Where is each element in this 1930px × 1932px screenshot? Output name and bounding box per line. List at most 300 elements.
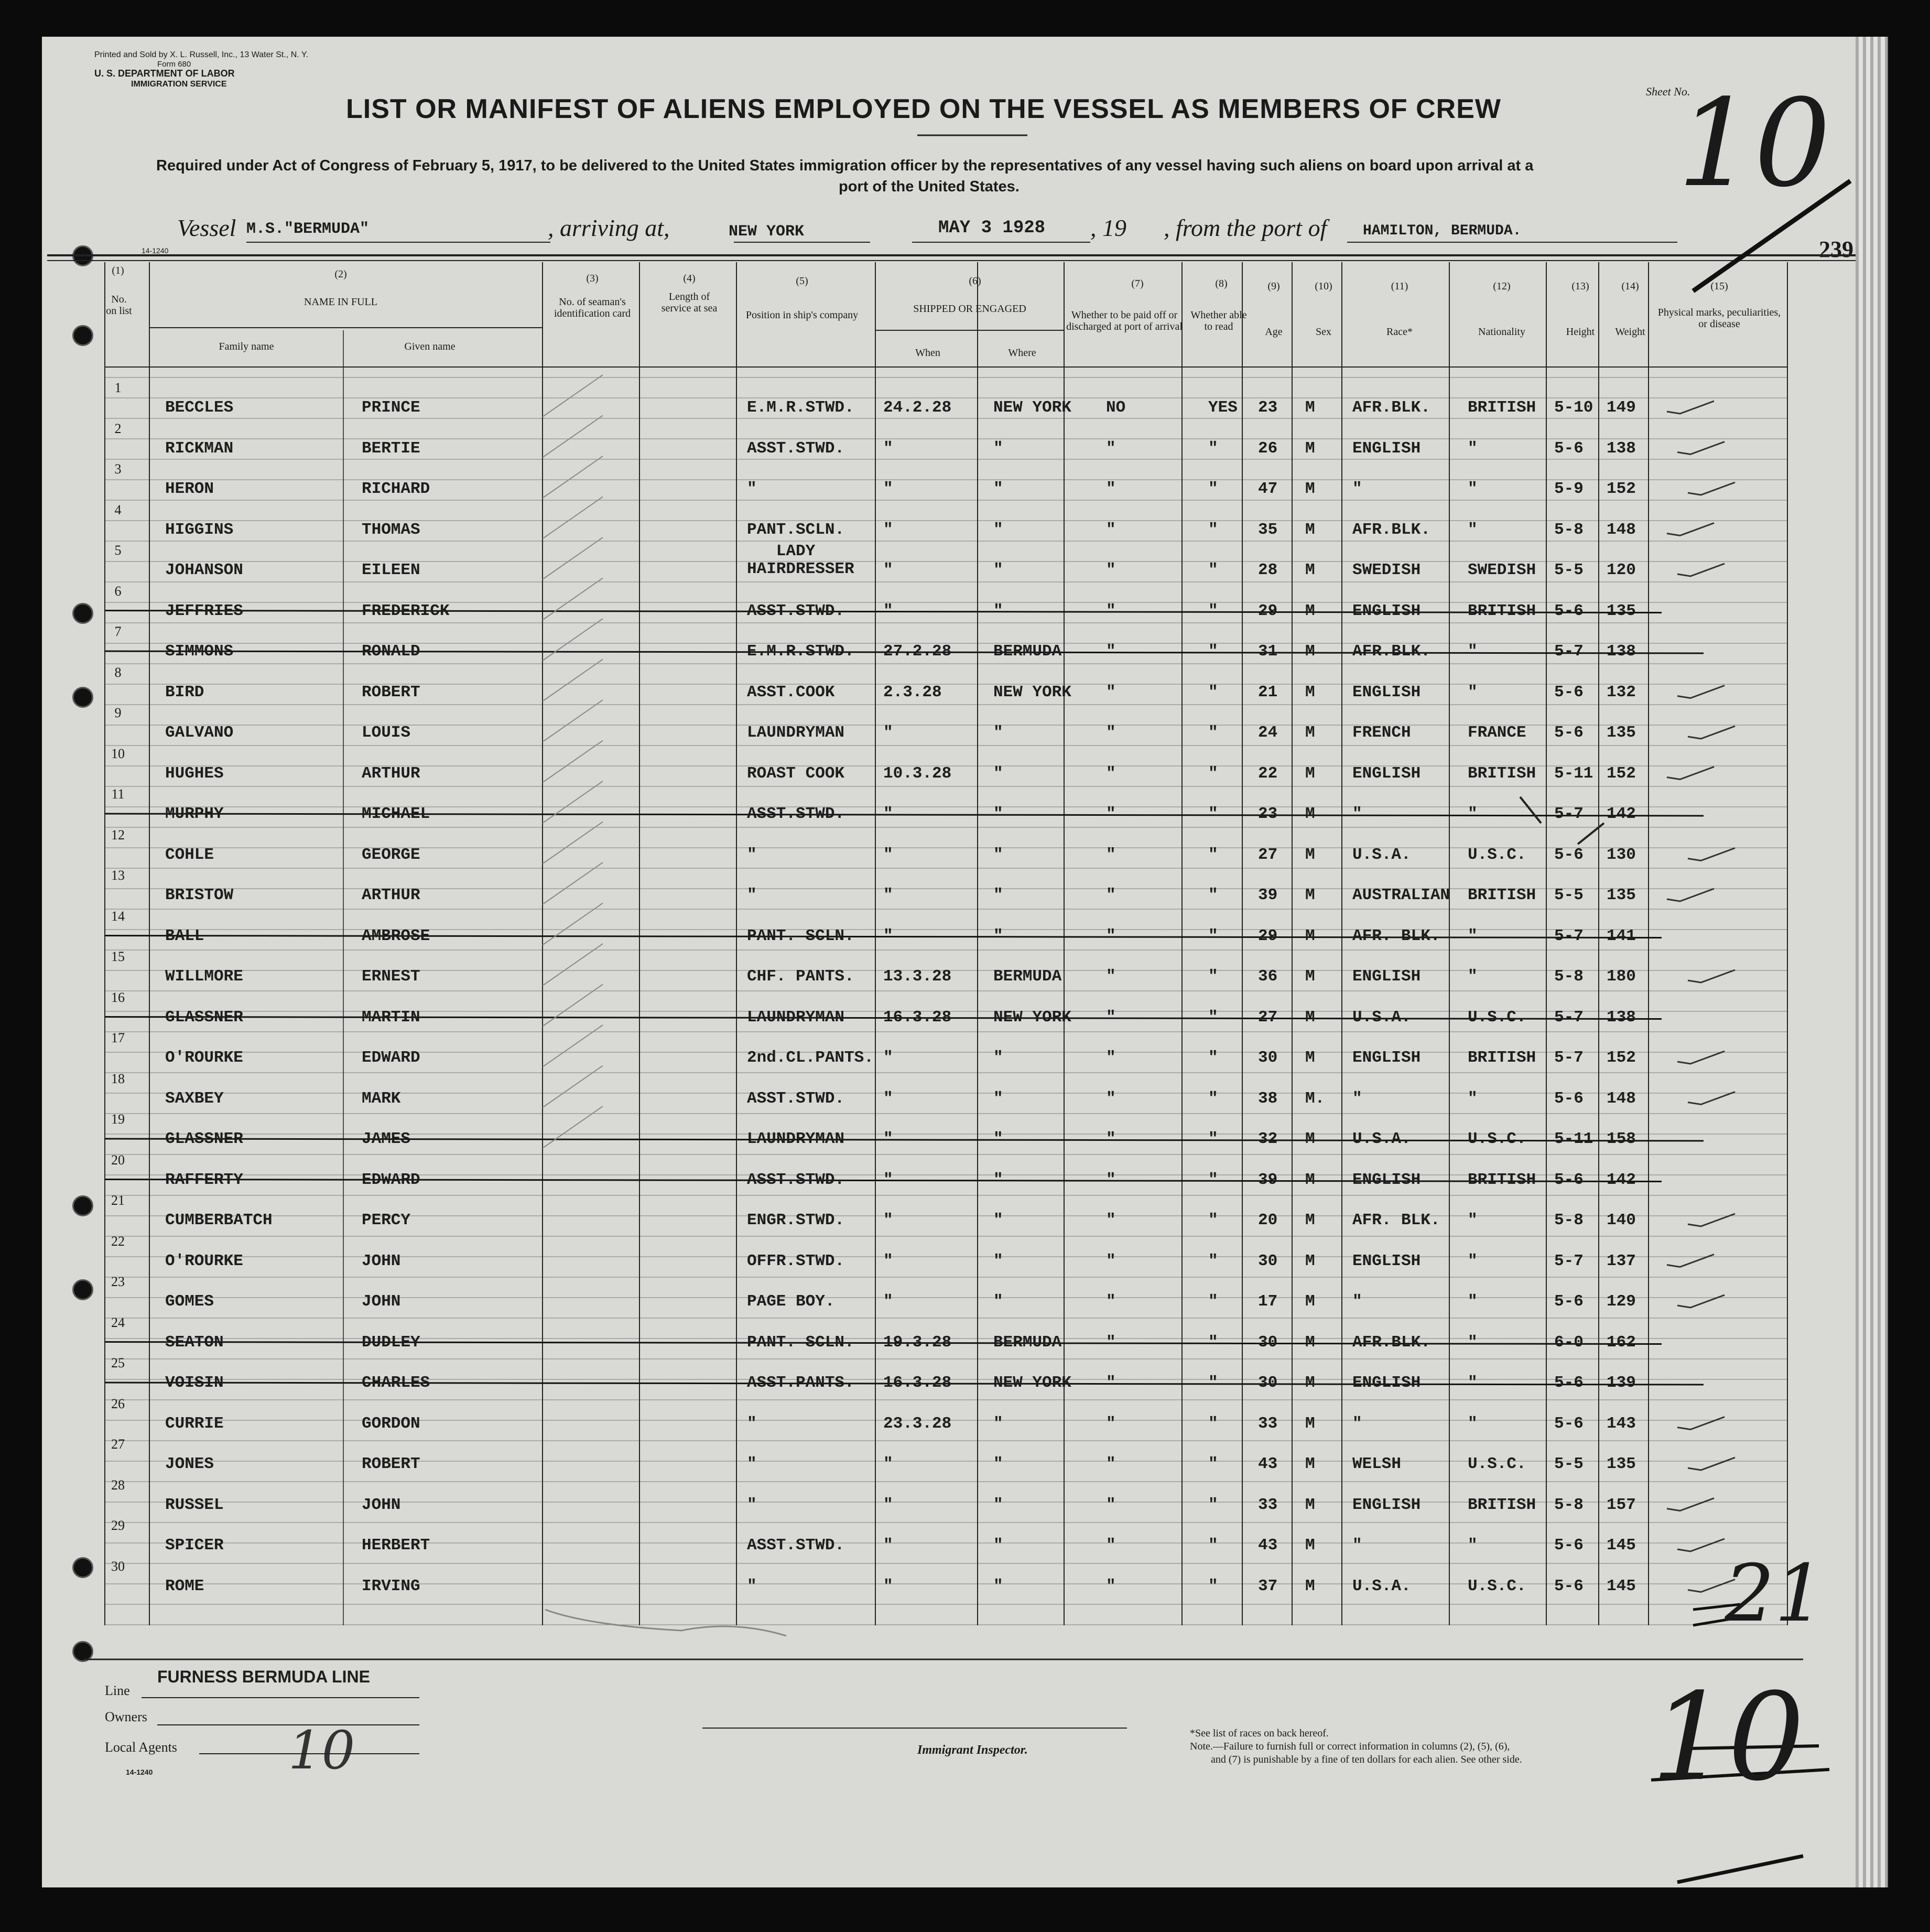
cell-read: "	[1208, 1170, 1218, 1189]
cell-weight: 158	[1607, 1130, 1636, 1148]
cell-family: O'ROURKE	[165, 1049, 243, 1067]
cell-when: "	[883, 1211, 893, 1229]
cell-family: SEATON	[165, 1333, 224, 1352]
cell-nat: "	[1468, 683, 1478, 701]
cell-sex: M	[1305, 520, 1315, 539]
cell-sex: M	[1305, 601, 1315, 620]
cell-when: "	[883, 480, 893, 498]
cell-nat: "	[1468, 439, 1478, 458]
cell-where: "	[993, 764, 1003, 783]
cell-where: "	[993, 1292, 1003, 1311]
row-number: 8	[114, 664, 122, 680]
cell-read: "	[1208, 1211, 1218, 1229]
cell-when: "	[883, 520, 893, 539]
cell-position: LAUNDRYMAN	[747, 724, 845, 742]
cell-given: MARK	[362, 1089, 401, 1108]
cell-paid: "	[1106, 561, 1116, 579]
cell-read: "	[1208, 845, 1218, 864]
row-number: 4	[114, 502, 122, 517]
cell-height: 5-6	[1554, 1577, 1584, 1595]
cell-when: 16.3.28	[883, 1374, 952, 1392]
cell-nat: "	[1468, 642, 1478, 661]
cell-when: "	[883, 1130, 893, 1148]
cell-read: "	[1208, 1495, 1218, 1514]
cell-paid: "	[1106, 642, 1116, 661]
cell-height: 5-7	[1554, 805, 1584, 823]
cell-position: ROAST COOK	[747, 764, 845, 783]
cell-read: "	[1208, 967, 1218, 986]
cell-given: BERTIE	[362, 439, 420, 458]
col-13-label: Height	[1566, 326, 1595, 338]
cell-family: JOHANSON	[165, 561, 243, 579]
cell-sex: M	[1305, 480, 1315, 498]
cell-nat: "	[1468, 1251, 1478, 1270]
cell-when: "	[883, 1495, 893, 1514]
cell-paid: NO	[1106, 398, 1126, 417]
cell-height: 5-7	[1554, 1008, 1584, 1027]
cell-sex: M	[1305, 886, 1315, 904]
cell-family: SIMMONS	[165, 642, 234, 661]
cell-age: 21	[1258, 683, 1278, 701]
col-15-label: Physical marks, peculiarities, or disease	[1657, 307, 1781, 330]
row-number: 23	[111, 1274, 125, 1289]
cell-race: ENGLISH	[1352, 764, 1421, 783]
cell-age: 38	[1258, 1089, 1278, 1108]
cell-race: U.S.A.	[1352, 845, 1411, 864]
cell-position: PANT.SCLN.	[747, 520, 845, 539]
cell-where: "	[993, 1211, 1003, 1229]
col-4-num: (4)	[683, 273, 696, 284]
cell-race: AFR.BLK.	[1352, 398, 1430, 417]
cell-race: AFR. BLK.	[1352, 1211, 1440, 1229]
cell-height: 5-8	[1554, 1495, 1584, 1514]
cell-age: 23	[1258, 805, 1278, 823]
cell-given: EDWARD	[362, 1049, 420, 1067]
cell-height: 5-6	[1554, 1170, 1584, 1189]
col-1-num: (1)	[112, 265, 124, 276]
cell-read: "	[1208, 642, 1218, 661]
cell-read: "	[1208, 1414, 1218, 1433]
printer-credit: Printed and Sold by X. L. Russell, Inc., 13 Water St., N. Y.	[94, 50, 308, 59]
cell-when: 16.3.28	[883, 1008, 952, 1027]
cell-where: NEW YORK	[993, 1374, 1071, 1392]
cell-when: "	[883, 1089, 893, 1108]
cell-age: 33	[1258, 1414, 1278, 1433]
cell-race: ENGLISH	[1352, 1049, 1421, 1067]
row-number: 25	[111, 1355, 125, 1370]
cell-paid: "	[1106, 926, 1116, 945]
cell-sex: M	[1305, 1333, 1315, 1352]
cell-sex: M	[1305, 764, 1315, 783]
cell-nat: "	[1468, 480, 1478, 498]
cell-nat: BRITISH	[1468, 1170, 1536, 1189]
cell-read: "	[1208, 1049, 1218, 1067]
cell-when: 27.2.28	[883, 642, 952, 661]
cell-weight: 142	[1607, 805, 1636, 823]
cell-height: 5-11	[1554, 1130, 1593, 1148]
cell-position: "	[747, 1455, 757, 1473]
col-2-given: Given name	[404, 341, 456, 352]
cell-race: AFR. BLK.	[1352, 926, 1440, 945]
row-number: 18	[111, 1071, 125, 1086]
row-number: 20	[111, 1152, 125, 1168]
cell-position: ASST.STWD.	[747, 805, 845, 823]
cell-age: 39	[1258, 886, 1278, 904]
cell-paid: "	[1106, 480, 1116, 498]
col-7-label: Whether to be paid off or discharged at port of arrival	[1066, 309, 1183, 332]
penalty-note-2: and (7) is punishable by a fine of ten dollars for each alien. See other side.	[1211, 1754, 1522, 1765]
cell-weight: 130	[1607, 845, 1636, 864]
cell-sex: M	[1305, 1130, 1315, 1148]
cell-given: GORDON	[362, 1414, 420, 1433]
cell-nat: U.S.C.	[1468, 845, 1526, 864]
col-2-num: (2)	[334, 268, 347, 280]
cell-read: "	[1208, 1292, 1218, 1311]
cell-given: MARTIN	[362, 1008, 420, 1027]
cell-weight: 138	[1607, 642, 1636, 661]
cell-given: EDWARD	[362, 1170, 420, 1189]
cell-position: PAGE BOY.	[747, 1292, 835, 1311]
cell-position: LADY HAIRDRESSER	[747, 542, 854, 578]
cell-where: "	[993, 724, 1003, 742]
cell-paid: "	[1106, 1455, 1116, 1473]
cell-family: CURRIE	[165, 1414, 224, 1433]
cell-family: O'ROURKE	[165, 1251, 243, 1270]
arriving-port: NEW YORK	[729, 223, 805, 241]
col-12-label: Nationality	[1478, 326, 1525, 338]
cell-when: "	[883, 886, 893, 904]
cell-where: "	[993, 1414, 1003, 1433]
cell-nat: "	[1468, 1292, 1478, 1311]
row-number: 7	[114, 624, 122, 639]
cell-where: BERMUDA	[993, 642, 1062, 661]
cell-age: 29	[1258, 926, 1278, 945]
service-name: IMMIGRATION SERVICE	[131, 80, 227, 89]
cell-position: 2nd.CL.PANTS.	[747, 1049, 874, 1067]
line-label: Line	[105, 1683, 130, 1698]
cell-sex: M	[1305, 683, 1315, 701]
subtitle-line-2: port of the United States.	[839, 178, 1020, 195]
cell-weight: 145	[1607, 1536, 1636, 1555]
col-9-label: Age	[1265, 326, 1283, 338]
cell-sex: M	[1305, 1211, 1315, 1229]
cell-weight: 148	[1607, 1089, 1636, 1108]
cell-family: BALL	[165, 926, 204, 945]
cell-where: BERMUDA	[993, 967, 1062, 986]
row-number: 21	[111, 1193, 125, 1208]
col-3-label: No. of seaman's identification card	[554, 296, 631, 319]
inspector-label: Immigrant Inspector.	[917, 1743, 1028, 1757]
cell-read: "	[1208, 886, 1218, 904]
cell-sex: M	[1305, 1170, 1315, 1189]
cell-when: "	[883, 805, 893, 823]
col-15-num: (15)	[1710, 280, 1728, 292]
cell-sex: M	[1305, 398, 1315, 417]
penalty-note-1: Note.—Failure to furnish full or correct information in columns (2), (5), (6),	[1190, 1741, 1510, 1752]
cell-position: E.M.R.STWD.	[747, 398, 854, 417]
cell-family: VOISIN	[165, 1374, 224, 1392]
cell-read: "	[1208, 1251, 1218, 1270]
cell-position: "	[747, 1495, 757, 1514]
col-4-label: Length of service at sea	[661, 291, 718, 314]
cell-where: "	[993, 926, 1003, 945]
cell-height: 5-6	[1554, 845, 1584, 864]
cell-where: NEW YORK	[993, 398, 1071, 417]
cell-where: NEW YORK	[993, 683, 1071, 701]
col-6-where: Where	[1008, 347, 1036, 359]
cell-when: 13.3.28	[883, 967, 952, 986]
cell-given: CHARLES	[362, 1374, 430, 1392]
cell-position: "	[747, 886, 757, 904]
owners-label: Owners	[105, 1709, 147, 1724]
cell-read: "	[1208, 1577, 1218, 1595]
cell-nat: "	[1468, 520, 1478, 539]
cell-age: 24	[1258, 724, 1278, 742]
cell-race: "	[1352, 1536, 1362, 1555]
cell-where: "	[993, 480, 1003, 498]
row-number: 13	[111, 868, 125, 883]
cell-sex: M	[1305, 724, 1315, 742]
cell-height: 5-7	[1554, 1251, 1584, 1270]
row-number: 22	[111, 1233, 125, 1249]
cell-given: LOUIS	[362, 724, 411, 742]
cell-weight: 143	[1607, 1414, 1636, 1433]
col-11-label: Race*	[1386, 326, 1413, 338]
cell-nat: U.S.C.	[1468, 1455, 1526, 1473]
cell-paid: "	[1106, 439, 1116, 458]
cell-read: "	[1208, 1455, 1218, 1473]
cell-paid: "	[1106, 1211, 1116, 1229]
cell-height: 5-10	[1554, 398, 1593, 417]
row-number: 17	[111, 1030, 125, 1045]
cell-height: 5-9	[1554, 480, 1584, 498]
cell-family: BRISTOW	[165, 886, 234, 904]
cell-age: 26	[1258, 439, 1278, 458]
row-number: 12	[111, 827, 125, 843]
cell-given: ARTHUR	[362, 764, 420, 783]
col-13-num: (13)	[1571, 280, 1589, 292]
cell-weight: 135	[1607, 1455, 1636, 1473]
bottom-handwritten: 10	[1651, 1668, 1805, 1808]
cell-where: "	[993, 601, 1003, 620]
row-number: 9	[114, 705, 122, 720]
cell-position: PANT. SCLN.	[747, 1333, 854, 1352]
cell-given: JOHN	[362, 1495, 401, 1514]
row-number: 14	[111, 908, 125, 924]
cell-weight: 162	[1607, 1333, 1636, 1352]
cell-race: U.S.A.	[1352, 1008, 1411, 1027]
cell-nat: U.S.C.	[1468, 1130, 1526, 1148]
cell-given: GEORGE	[362, 845, 420, 864]
cell-age: 43	[1258, 1536, 1278, 1555]
cell-paid: "	[1106, 805, 1116, 823]
col-12-num: (12)	[1493, 280, 1511, 292]
cell-height: 5-8	[1554, 520, 1584, 539]
cell-race: "	[1352, 1292, 1362, 1311]
col-3-num: (3)	[586, 273, 599, 284]
cell-age: 30	[1258, 1251, 1278, 1270]
col-5-num: (5)	[796, 275, 808, 287]
cell-age: 29	[1258, 601, 1278, 620]
department-name: U. S. DEPARTMENT OF LABOR	[94, 68, 235, 79]
cell-age: 35	[1258, 520, 1278, 539]
cell-sex: M	[1305, 1251, 1315, 1270]
cell-when: "	[883, 439, 893, 458]
sheet-number-handwritten: 10	[1677, 74, 1831, 214]
cell-when: "	[883, 1251, 893, 1270]
cell-given: EILEEN	[362, 561, 420, 579]
cell-read: "	[1208, 1333, 1218, 1352]
cell-weight: 152	[1607, 1049, 1636, 1067]
cell-family: HUGHES	[165, 764, 224, 783]
page-number: 239	[1819, 236, 1853, 262]
cell-when: "	[883, 724, 893, 742]
cell-weight: 180	[1607, 967, 1636, 986]
form-code: 14-1240	[142, 246, 169, 255]
page-title: LIST OR MANIFEST OF ALIENS EMPLOYED ON THE VESSEL AS MEMBERS OF CREW	[346, 94, 1501, 124]
cell-race: ENGLISH	[1352, 1251, 1421, 1270]
cell-family: GALVANO	[165, 724, 234, 742]
cell-height: 5-11	[1554, 764, 1593, 783]
row-number: 27	[111, 1437, 125, 1452]
cell-when: "	[883, 845, 893, 864]
row-number: 2	[114, 420, 122, 436]
cell-age: 23	[1258, 398, 1278, 417]
cell-when: 24.2.28	[883, 398, 952, 417]
cell-nat: SWEDISH	[1468, 561, 1536, 579]
cell-family: JEFFRIES	[165, 601, 243, 620]
subtitle-line-1: Required under Act of Congress of February 5, 1917, to be delivered to the United States immigration officer by the representatives of any vessel having such aliens on board upon arrival at a	[156, 157, 1534, 174]
cell-race: SWEDISH	[1352, 561, 1421, 579]
cell-when: "	[883, 1049, 893, 1067]
cell-when: "	[883, 926, 893, 945]
cell-weight: 129	[1607, 1292, 1636, 1311]
cell-height: 5-6	[1554, 1536, 1584, 1555]
col-5-label: Position in ship's company	[745, 309, 859, 321]
cell-when: "	[883, 1455, 893, 1473]
cell-sex: M	[1305, 1414, 1315, 1433]
col-11-num: (11)	[1391, 280, 1408, 292]
cell-paid: "	[1106, 1089, 1116, 1108]
cell-family: CUMBERBATCH	[165, 1211, 273, 1229]
row-number: 1	[114, 380, 122, 395]
cell-sex: M	[1305, 1455, 1315, 1473]
cell-given: RICHARD	[362, 480, 430, 498]
cell-sex: M	[1305, 1292, 1315, 1311]
cell-age: 31	[1258, 642, 1278, 661]
cell-height: 5-7	[1554, 642, 1584, 661]
cell-race: U.S.A.	[1352, 1130, 1411, 1148]
cell-nat: BRITISH	[1468, 1049, 1536, 1067]
cell-position: ASST.STWD.	[747, 1089, 845, 1108]
cell-where: "	[993, 520, 1003, 539]
cell-given: PRINCE	[362, 398, 420, 417]
cell-height: 5-6	[1554, 683, 1584, 701]
cell-family: RAFFERTY	[165, 1170, 243, 1189]
cell-paid: "	[1106, 601, 1116, 620]
cell-family: HERON	[165, 480, 214, 498]
cell-read: "	[1208, 724, 1218, 742]
col-9-num: (9)	[1267, 280, 1280, 292]
row-number: 30	[111, 1558, 125, 1574]
cell-position: ASST.STWD.	[747, 439, 845, 458]
cell-nat: "	[1468, 967, 1478, 986]
col-2-family: Family name	[219, 341, 274, 352]
cell-family: BECCLES	[165, 398, 234, 417]
cell-when: "	[883, 1577, 893, 1595]
row-number: 19	[111, 1111, 125, 1127]
tally-handwritten: 21	[1725, 1548, 1825, 1639]
cell-when: "	[883, 601, 893, 620]
cell-family: RICKMAN	[165, 439, 234, 458]
cell-weight: 132	[1607, 683, 1636, 701]
cell-race: ENGLISH	[1352, 601, 1421, 620]
line-name: FURNESS BERMUDA LINE	[157, 1667, 370, 1686]
cell-paid: "	[1106, 1333, 1116, 1352]
cell-read: YES	[1208, 398, 1238, 417]
col-10-label: Sex	[1316, 326, 1331, 338]
cell-height: 5-6	[1554, 724, 1584, 742]
cell-where: "	[993, 1130, 1003, 1148]
cell-given: JOHN	[362, 1292, 401, 1311]
cell-nat: BRITISH	[1468, 886, 1536, 904]
row-number: 5	[114, 543, 122, 558]
cell-race: AFR.BLK.	[1352, 520, 1430, 539]
col-7-num: (7)	[1131, 278, 1144, 289]
cell-family: HIGGINS	[165, 520, 234, 539]
cell-height: 5-6	[1554, 1374, 1584, 1392]
cell-given: ERNEST	[362, 967, 420, 986]
cell-nat: U.S.C.	[1468, 1008, 1526, 1027]
cell-given: AMBROSE	[362, 926, 430, 945]
cell-paid: "	[1106, 1251, 1116, 1270]
cell-paid: "	[1106, 1130, 1116, 1148]
cell-nat: BRITISH	[1468, 601, 1536, 620]
cell-family: GOMES	[165, 1292, 214, 1311]
cell-height: 5-6	[1554, 601, 1584, 620]
cell-given: MICHAEL	[362, 805, 430, 823]
form-code-footer: 14-1240	[126, 1768, 153, 1776]
cell-where: BERMUDA	[993, 1333, 1062, 1352]
cell-weight: 157	[1607, 1495, 1636, 1514]
cell-given: HERBERT	[362, 1536, 430, 1555]
cell-read: "	[1208, 805, 1218, 823]
cell-position: "	[747, 1577, 757, 1595]
cell-height: 6-0	[1554, 1333, 1584, 1352]
cell-read: "	[1208, 480, 1218, 498]
cell-where: "	[993, 439, 1003, 458]
cell-family: BIRD	[165, 683, 204, 701]
cell-height: 5-5	[1554, 561, 1584, 579]
cell-weight: 148	[1607, 520, 1636, 539]
cell-race: ENGLISH	[1352, 1495, 1421, 1514]
cell-family: MURPHY	[165, 805, 224, 823]
cell-age: 30	[1258, 1049, 1278, 1067]
cell-race: U.S.A.	[1352, 1577, 1411, 1595]
col-6-label: SHIPPED OR ENGAGED	[913, 303, 1026, 315]
form-number: Form 680	[157, 60, 191, 69]
cell-age: 39	[1258, 1170, 1278, 1189]
cell-race: WELSH	[1352, 1455, 1402, 1473]
cell-age: 32	[1258, 1130, 1278, 1148]
cell-height: 5-6	[1554, 1089, 1584, 1108]
cell-paid: "	[1106, 1577, 1116, 1595]
cell-family: GLASSNER	[165, 1008, 243, 1027]
cell-where: NEW YORK	[993, 1008, 1071, 1027]
races-note: *See list of races on back hereof.	[1190, 1728, 1329, 1739]
col-6-num: (6)	[969, 275, 981, 287]
cell-weight: 140	[1607, 1211, 1636, 1229]
